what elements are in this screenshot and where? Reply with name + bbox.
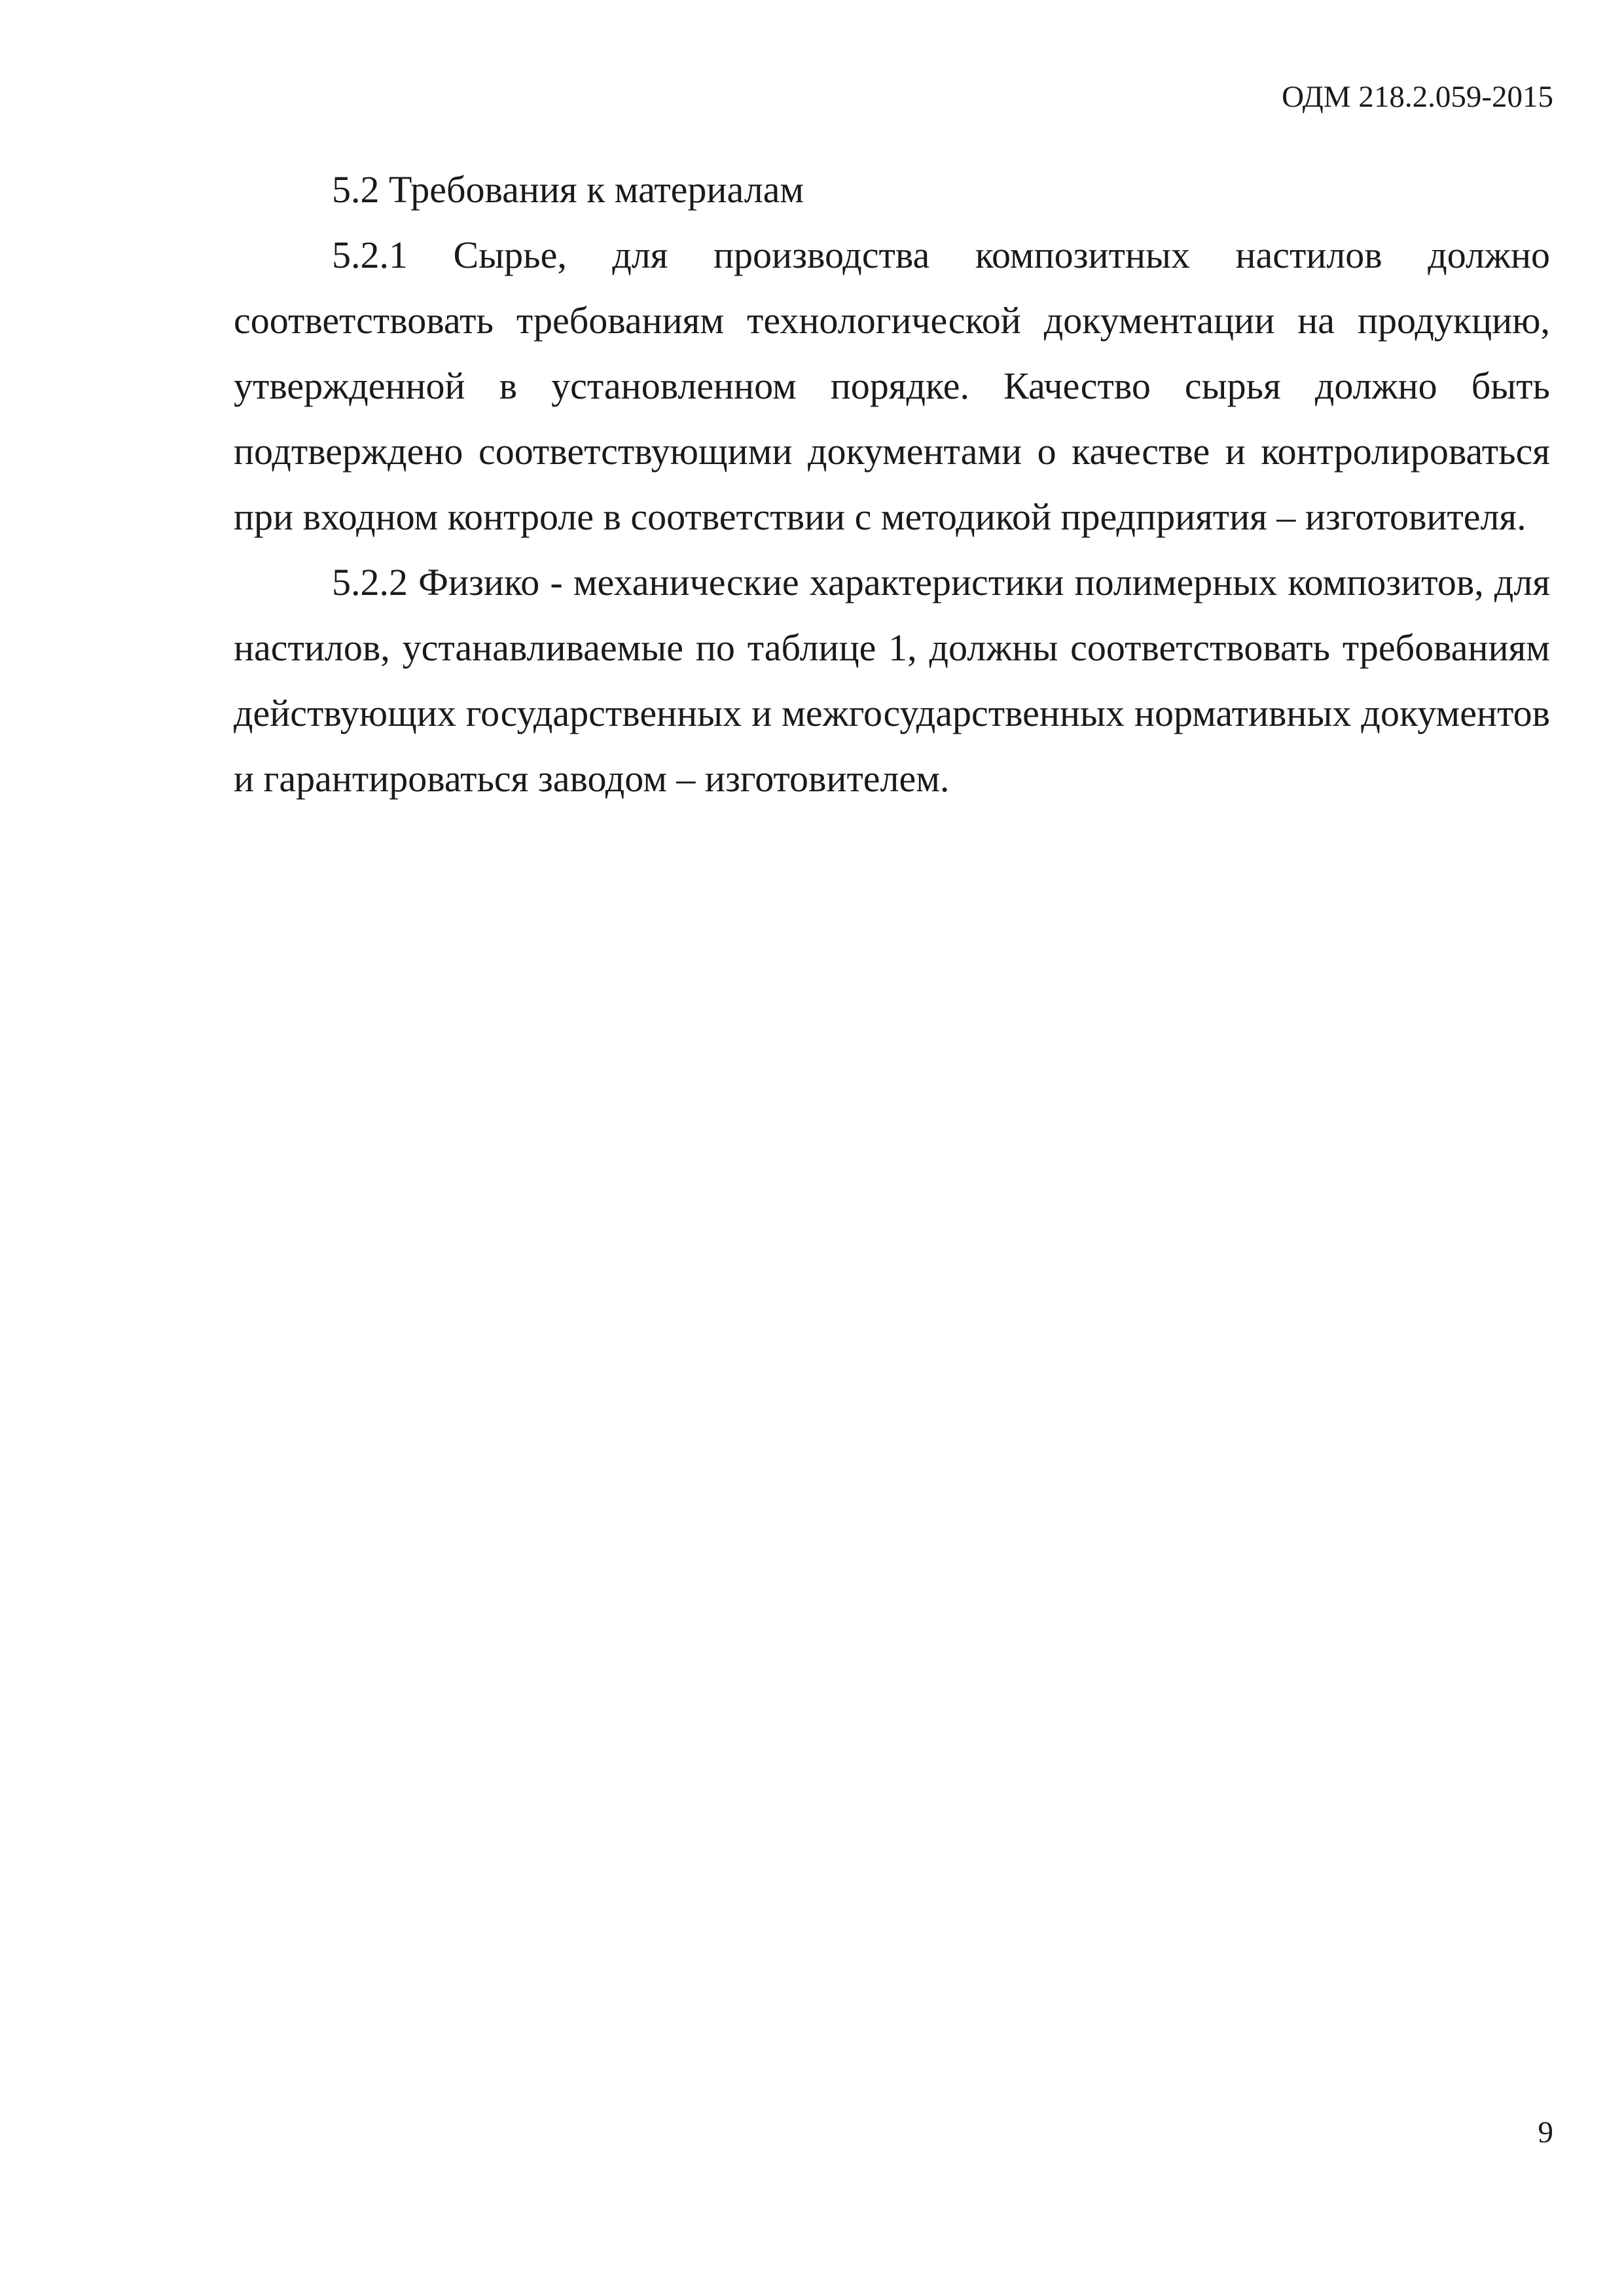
page-number: 9	[1538, 2115, 1553, 2149]
paragraph-5-2-2: 5.2.2 Физико - механические характеристики полимерных композитов, для настилов, устанавливаемые по таблице 1, должны соответствовать требованиям действующих государственных и межгосударственных нормативных документов и гарантироваться заводом – изготовителем.	[234, 561, 1550, 800]
section-title: 5.2 Требования к материалам	[332, 168, 804, 211]
document-code-header: ОДМ 218.2.059-2015	[1282, 80, 1553, 114]
document-body	[234, 157, 1550, 812]
paragraph-5-2-1: 5.2.1 Сырье, для производства композитных настилов должно соответствовать требованиям технологической документации на продукцию, утвержденной в установленном порядке. Качество сырья должно быть подтверждено соответствующими документами о качестве и контролироваться при входном контроле в соответствии с методикой предприятия – изготовителя.	[234, 234, 1550, 538]
